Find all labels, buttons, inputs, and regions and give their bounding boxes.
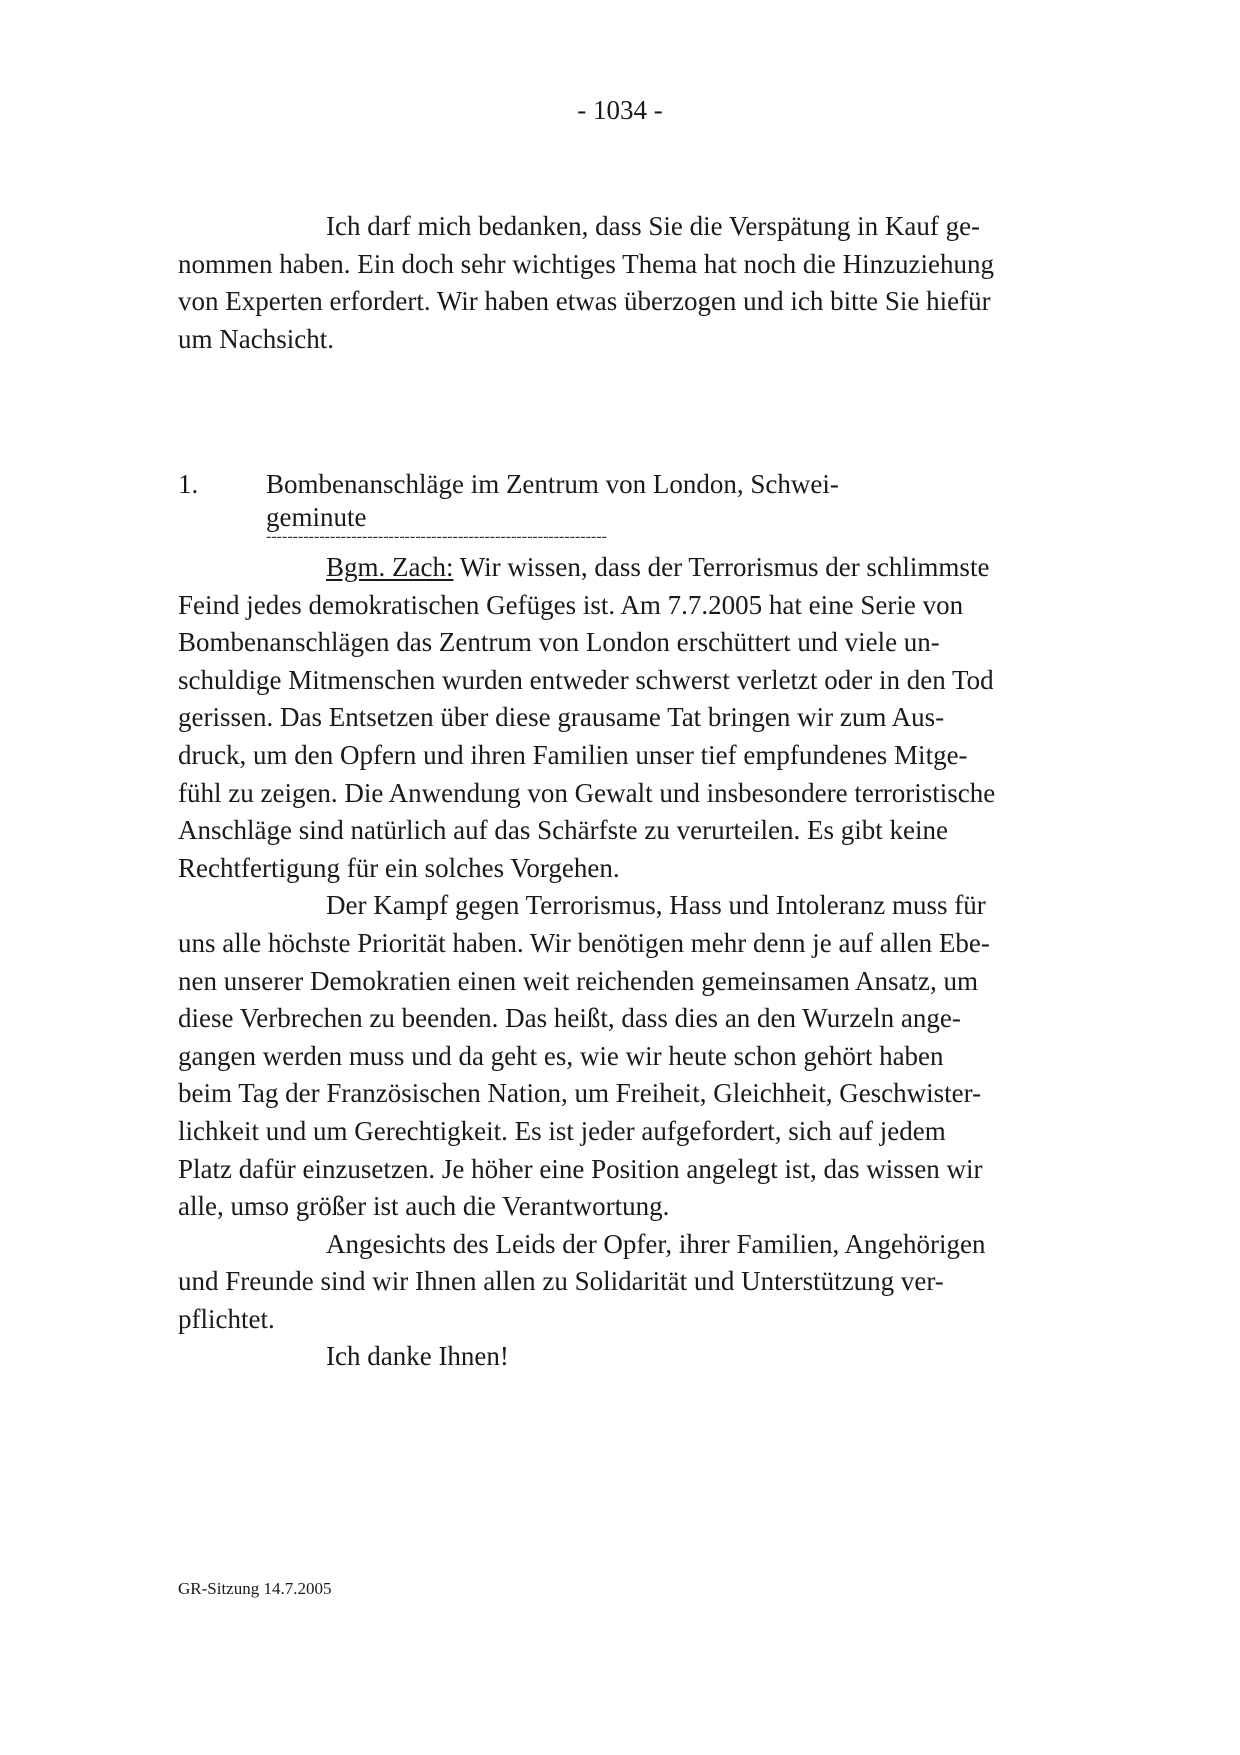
speaker-name: Bgm. Zach: bbox=[326, 552, 454, 582]
text-line: Der Kampf gegen Terrorismus, Hass und Intoleranz muss für bbox=[326, 890, 986, 921]
text-line: Platz dafür einzusetzen. Je höher eine Position angelegt ist, das wissen wir bbox=[178, 1153, 983, 1184]
text-line: alle, umso größer ist auch die Verantwortung. bbox=[178, 1191, 670, 1222]
page-footer: GR-Sitzung 14.7.2005 bbox=[178, 1579, 332, 1598]
agenda-item-title-line: geminute bbox=[266, 502, 367, 532]
text-line: gangen werden muss und da geht es, wie wir heute schon gehört haben bbox=[178, 1040, 944, 1071]
text-line: Rechtfertigung für ein solches Vorgehen. bbox=[178, 852, 620, 883]
text-line: Angesichts des Leids der Opfer, ihrer Familien, Angehörigen bbox=[326, 1228, 986, 1259]
agenda-item-title bbox=[266, 468, 839, 534]
page-number: - 1034 - bbox=[577, 95, 663, 125]
text-line: und Freunde sind wir Ihnen allen zu Solidarität und Unterstützung ver- bbox=[178, 1266, 944, 1297]
text-line: diese Verbrechen zu beenden. Das heißt, dass dies an den Wurzeln ange- bbox=[178, 1003, 961, 1034]
text-line: pflichtet. bbox=[178, 1303, 275, 1334]
text-line: um Nachsicht. bbox=[178, 323, 334, 354]
intro-paragraph bbox=[178, 208, 1068, 358]
text-line: lichkeit und um Gerechtigkeit. Es ist jeder aufgefordert, sich auf jedem bbox=[178, 1115, 946, 1146]
text-line: Bombenanschlägen das Zentrum von London erschüttert und viele un- bbox=[178, 627, 940, 658]
heading-dashed-rule: ---------------------------------------------------------------- bbox=[266, 528, 607, 545]
speech-body bbox=[178, 549, 1068, 1376]
speech-first-line bbox=[178, 549, 1068, 587]
text-line: uns alle höchste Priorität haben. Wir benötigen mehr denn je auf allen Ebe- bbox=[178, 927, 990, 958]
text-line: nen unserer Demokratien einen weit reichenden gemeinsamen Ansatz, um bbox=[178, 965, 978, 996]
text-line: nommen haben. Ein doch sehr wichtiges Thema hat noch die Hinzuziehung bbox=[178, 248, 995, 279]
text-line: Ich danke Ihnen! bbox=[326, 1341, 509, 1372]
text-line: beim Tag der Französischen Nation, um Freiheit, Gleichheit, Geschwister- bbox=[178, 1078, 982, 1109]
text-line: von Experten erfordert. Wir haben etwas überzogen und ich bitte Sie hiefür bbox=[178, 286, 991, 317]
text-line: druck, um den Opfern und ihren Familien unser tief empfundenes Mitge- bbox=[178, 739, 968, 770]
text-line: fühl zu zeigen. Die Anwendung von Gewalt und insbesondere terroristische bbox=[178, 777, 996, 808]
text-line: Ich darf mich bedanken, dass Sie die Verspätung in Kauf ge- bbox=[326, 211, 981, 241]
text-line: Anschläge sind natürlich auf das Schärfste zu verurteilen. Es gibt keine bbox=[178, 815, 949, 846]
text-line: gerissen. Das Entsetzen über diese grausame Tat bringen wir zum Aus- bbox=[178, 702, 945, 733]
text-line: schuldige Mitmenschen wurden entweder schwerst verletzt oder in den Tod bbox=[178, 664, 994, 695]
agenda-item-title-line: Bombenanschläge im Zentrum von London, Schwei- bbox=[266, 469, 839, 499]
agenda-item-number: 1. bbox=[178, 469, 199, 499]
text-line: Feind jedes demokratischen Gefüges ist. Am 7.7.2005 hat eine Serie von bbox=[178, 589, 964, 620]
speech-first-line-text: Wir wissen, dass der Terrorismus der schlimmste bbox=[453, 552, 990, 582]
